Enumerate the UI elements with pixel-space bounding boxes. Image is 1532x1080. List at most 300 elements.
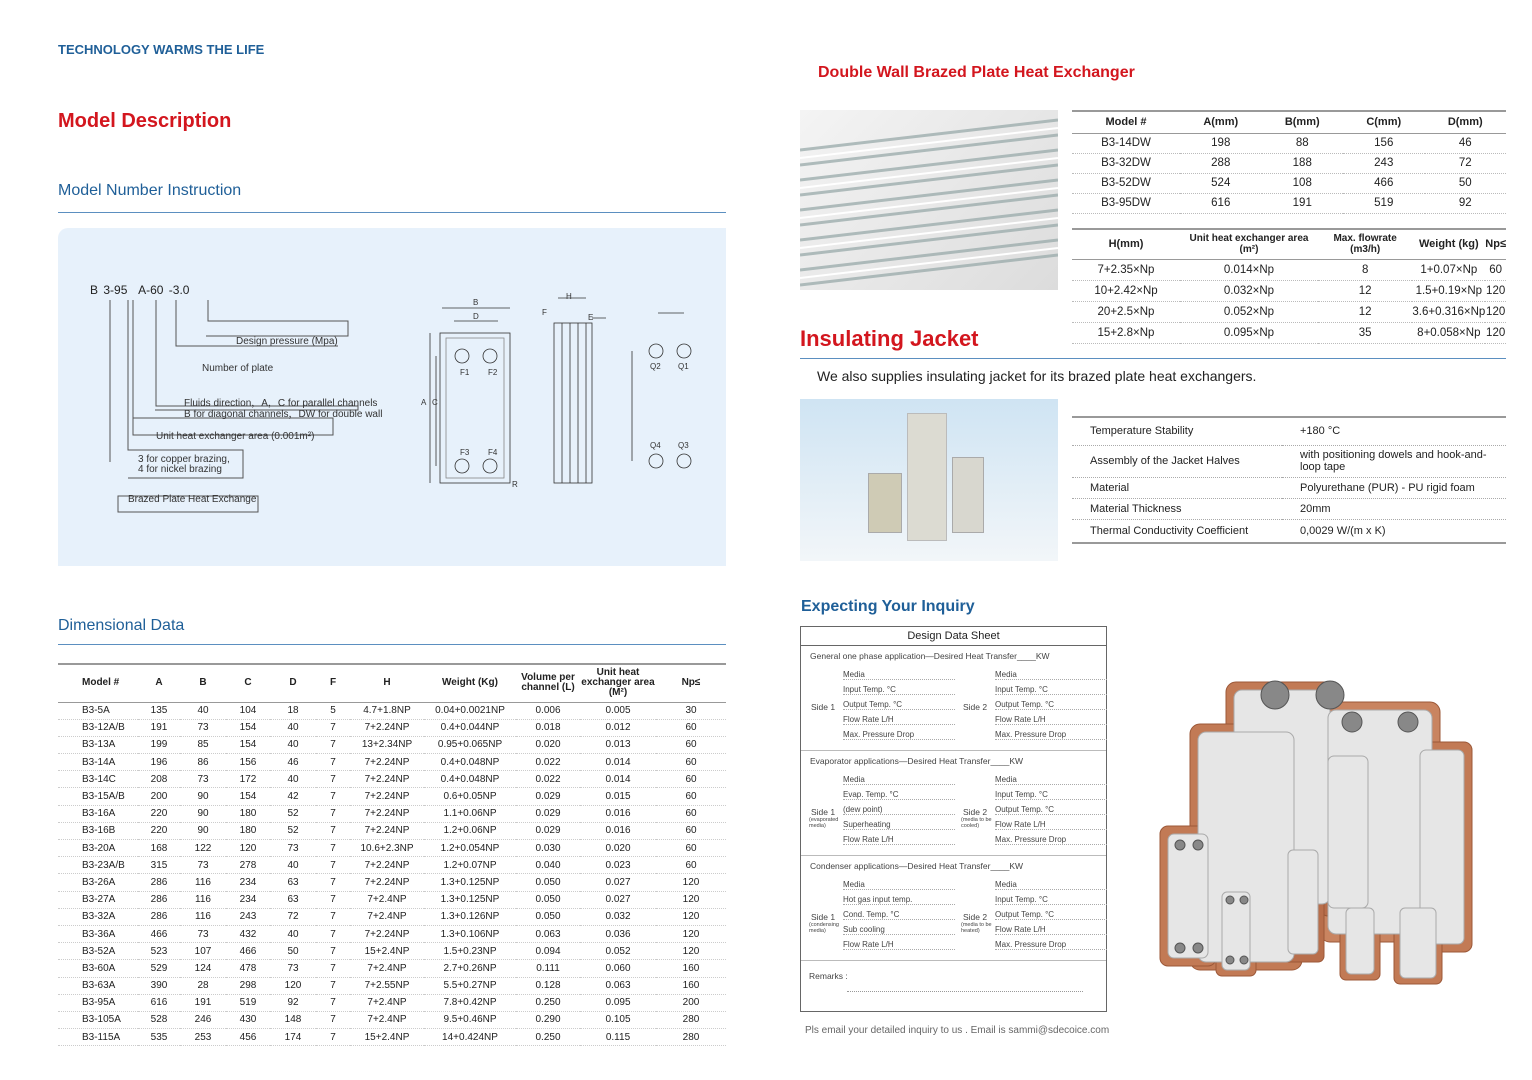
field-label: Media	[995, 880, 1107, 890]
side-label: Side 2	[963, 702, 988, 712]
table-cell: B3-13A	[58, 736, 138, 753]
label-fluids-1: Fluids direction，A，C for parallel channels	[184, 398, 378, 409]
table-row	[58, 960, 726, 977]
table-cell: 15+2.8×Np	[1072, 322, 1180, 343]
double-wall-title: Double Wall Brazed Plate Heat Exchanger	[818, 64, 1135, 81]
property-value: Polyurethane (PUR) - PU rigid foam	[1282, 477, 1506, 498]
table-cell: 92	[1425, 193, 1507, 213]
table-cell: 180	[226, 822, 270, 839]
table-cell: 60	[656, 805, 726, 822]
table-cell: 60	[656, 840, 726, 857]
table-cell: 9.5+0.46NP	[424, 1011, 516, 1028]
table-cell: 63	[270, 891, 316, 908]
insulating-intro: We also supplies insulating jacket for its brazed plate heat exchangers.	[817, 368, 1257, 384]
table-row	[1072, 519, 1506, 543]
table-cell: 7	[316, 771, 350, 788]
table-cell: 7+2.4NP	[350, 891, 424, 908]
table-row	[58, 1011, 726, 1028]
table-cell: 523	[138, 943, 180, 960]
table-cell: 7.8+0.42NP	[424, 994, 516, 1011]
field-label: Flow Rate L/H	[995, 820, 1107, 830]
table-cell: 120	[656, 925, 726, 942]
table-cell: 280	[656, 1029, 726, 1046]
table-cell: B3-14C	[58, 771, 138, 788]
table-cell: 156	[1343, 133, 1425, 153]
table-cell: 73	[270, 960, 316, 977]
property-name: Material Thickness	[1072, 498, 1282, 519]
table-cell: 7+2.35×Np	[1072, 259, 1180, 280]
section-heading: General one phase application—Desired Heat Transfer____KW	[810, 651, 1050, 661]
table-row	[58, 805, 726, 822]
table-cell: 60	[656, 754, 726, 771]
table-cell: 52	[270, 822, 316, 839]
table-cell: 0.005	[580, 702, 656, 719]
col-header: C	[226, 664, 270, 702]
col-header: Model #	[1072, 111, 1180, 133]
table-cell: 15+2.4NP	[350, 943, 424, 960]
table-cell: 4.7+1.8NP	[350, 702, 424, 719]
table-row	[58, 822, 726, 839]
table-cell: 0.006	[516, 702, 580, 719]
table-cell: 60	[656, 822, 726, 839]
table-cell: 0.050	[516, 891, 580, 908]
table-cell: 0.050	[516, 874, 580, 891]
table-cell: 174	[270, 1029, 316, 1046]
dim-label-q1: Q1	[678, 362, 689, 371]
table-cell: 0.013	[580, 736, 656, 753]
col-header: Weight (kg)	[1412, 229, 1485, 259]
table-row	[58, 719, 726, 736]
table-cell: 0.111	[516, 960, 580, 977]
col-header: H(mm)	[1072, 229, 1180, 259]
table-cell: 315	[138, 857, 180, 874]
table-cell: B3-5A	[58, 702, 138, 719]
table-cell: 1.3+0.126NP	[424, 908, 516, 925]
col-header: F	[316, 664, 350, 702]
insulating-jacket-table	[1072, 416, 1506, 544]
table-cell: 0.063	[580, 977, 656, 994]
field-label: Media	[995, 670, 1107, 680]
section-rule	[58, 212, 726, 213]
table-cell: 10+2.42×Np	[1072, 280, 1180, 301]
table-cell: 40	[270, 736, 316, 753]
table-cell: B3-14A	[58, 754, 138, 771]
table-row	[1072, 173, 1506, 193]
table-cell: 46	[1425, 133, 1507, 153]
table-cell: 72	[270, 908, 316, 925]
table-cell: 120	[1485, 322, 1506, 343]
table-cell: 1.2+0.07NP	[424, 857, 516, 874]
table-cell: 60	[656, 736, 726, 753]
table-cell: 0.016	[580, 805, 656, 822]
table-cell: B3-105A	[58, 1011, 138, 1028]
table-cell: 3.6+0.316×Np	[1412, 301, 1485, 322]
table-cell: 42	[270, 788, 316, 805]
table-cell: 10.6+2.3NP	[350, 840, 424, 857]
dim-label-e: E	[588, 313, 594, 322]
col-header: B	[180, 664, 226, 702]
table-row	[1072, 445, 1506, 477]
table-cell: 478	[226, 960, 270, 977]
table-cell: 7+2.24NP	[350, 822, 424, 839]
table-cell: 5.5+0.27NP	[424, 977, 516, 994]
table-cell: 160	[656, 960, 726, 977]
table-cell: 7	[316, 840, 350, 857]
table-cell: 0.029	[516, 822, 580, 839]
table-cell: 7	[316, 960, 350, 977]
table-cell: 40	[270, 925, 316, 942]
table-cell: B3-16A	[58, 805, 138, 822]
table-cell: 52	[270, 805, 316, 822]
table-cell: 1.3+0.106NP	[424, 925, 516, 942]
table-cell: B3-26A	[58, 874, 138, 891]
table-cell: 107	[180, 943, 226, 960]
table-row	[58, 702, 726, 719]
property-name: Temperature Stability	[1072, 417, 1282, 445]
table-row	[1072, 280, 1506, 301]
table-cell: 519	[1343, 193, 1425, 213]
table-cell: 40	[270, 857, 316, 874]
table-row	[1072, 301, 1506, 322]
table-cell: 1.5+0.23NP	[424, 943, 516, 960]
inquiry-title: Expecting Your Inquiry	[801, 598, 975, 615]
table-cell: 529	[138, 960, 180, 977]
table-row	[58, 788, 726, 805]
col-header: A	[138, 664, 180, 702]
table-cell: 7	[316, 754, 350, 771]
col-header: B(mm)	[1262, 111, 1344, 133]
field-label: Output Temp. °C	[995, 805, 1107, 815]
table-cell: 0.030	[516, 840, 580, 857]
table-cell: 0.027	[580, 891, 656, 908]
table-cell: 5	[316, 702, 350, 719]
table-cell: 234	[226, 891, 270, 908]
table-row	[1072, 417, 1506, 445]
table-cell: 7	[316, 874, 350, 891]
table-cell: 73	[180, 925, 226, 942]
table-row	[58, 736, 726, 753]
label-area: Unit heat exchanger area (0.001m²)	[156, 431, 315, 442]
double-wall-plate-photo	[800, 110, 1058, 290]
table-cell: B3-32DW	[1072, 153, 1180, 173]
table-cell: 50	[1425, 173, 1507, 193]
table-cell: 0.4+0.044NP	[424, 719, 516, 736]
field-label: Output Temp. °C	[995, 910, 1107, 920]
table-cell: 154	[226, 788, 270, 805]
property-value: with positioning dowels and hook-and-loop tape	[1282, 445, 1506, 477]
table-cell: 0.036	[580, 925, 656, 942]
dim-label-f4: F4	[488, 448, 498, 457]
table-cell: 0.6+0.05NP	[424, 788, 516, 805]
table-cell: 7	[316, 1011, 350, 1028]
table-cell: 35	[1318, 322, 1412, 343]
table-cell: 1.1+0.06NP	[424, 805, 516, 822]
table-cell: 191	[138, 719, 180, 736]
table-cell: 63	[270, 874, 316, 891]
table-cell: 116	[180, 908, 226, 925]
table-cell: 432	[226, 925, 270, 942]
table-cell: 7	[316, 994, 350, 1011]
table-cell: 7+2.24NP	[350, 925, 424, 942]
design-sheet-section	[801, 646, 1106, 751]
plate-stack-image	[800, 110, 1058, 290]
insulating-jacket-photo	[800, 399, 1058, 561]
table-cell: 0.4+0.048NP	[424, 754, 516, 771]
table-cell: 60	[656, 719, 726, 736]
table-cell: B3-36A	[58, 925, 138, 942]
table-row	[58, 891, 726, 908]
property-value: 0,0029 W/(m x K)	[1282, 519, 1506, 543]
table-cell: 0.115	[580, 1029, 656, 1046]
table-cell: 7+2.55NP	[350, 977, 424, 994]
table-cell: 168	[138, 840, 180, 857]
table-cell: 116	[180, 874, 226, 891]
table-cell: 7+2.24NP	[350, 857, 424, 874]
table-cell: 60	[656, 857, 726, 874]
sheet-title: Design Data Sheet	[801, 627, 1106, 646]
table-cell: 0.052×Np	[1180, 301, 1318, 322]
label-design-pressure: Design pressure (Mpa)	[236, 336, 338, 347]
table-cell: 7	[316, 805, 350, 822]
table-cell: 88	[1262, 133, 1344, 153]
field-label: Input Temp. °C	[995, 685, 1107, 695]
section-rule	[58, 644, 726, 645]
dimensional-data-table	[58, 663, 726, 1046]
table-cell: 0.095	[580, 994, 656, 1011]
table-cell: 7	[316, 943, 350, 960]
col-header: Unit heat exchanger area (M²)	[580, 664, 656, 702]
dimensional-data-title: Dimensional Data	[58, 617, 185, 634]
table-cell: 1+0.07×Np	[1412, 259, 1485, 280]
col-header: Volume per channel (L)	[516, 664, 580, 702]
remarks-label: Remarks :	[809, 971, 848, 981]
table-cell: 73	[180, 771, 226, 788]
table-cell: 7	[316, 925, 350, 942]
table-cell: 466	[1343, 173, 1425, 193]
bphe-product-photo	[1150, 650, 1490, 1000]
side-label: Side 1	[811, 702, 836, 712]
table-cell: 104	[226, 702, 270, 719]
table-cell: 90	[180, 788, 226, 805]
table-cell: 7	[316, 719, 350, 736]
table-row	[58, 771, 726, 788]
table-cell: 60	[656, 771, 726, 788]
table-cell: 286	[138, 874, 180, 891]
model-code-tree-lines	[58, 228, 726, 566]
table-cell: 90	[180, 822, 226, 839]
table-cell: 0.020	[516, 736, 580, 753]
table-cell: 456	[226, 1029, 270, 1046]
label-brazing-2: 4 for nickel brazing	[138, 464, 222, 475]
table-row	[1072, 193, 1506, 213]
table-cell: 60	[656, 788, 726, 805]
table-cell: 1.2+0.054NP	[424, 840, 516, 857]
field-label: Max. Pressure Drop	[995, 940, 1107, 950]
table-cell: 7	[316, 1029, 350, 1046]
table-cell: B3-32A	[58, 908, 138, 925]
table-cell: 246	[180, 1011, 226, 1028]
col-header: Max. flowrate (m3/h)	[1318, 229, 1412, 259]
table-cell: 7	[316, 788, 350, 805]
table-cell: 200	[138, 788, 180, 805]
email-line: Pls email your detailed inquiry to us . Email is sammi@sdecoice.com	[805, 1025, 1110, 1036]
table-cell: 60	[1485, 259, 1506, 280]
table-cell: 154	[226, 736, 270, 753]
tagline: TECHNOLOGY WARMS THE LIFE	[58, 42, 265, 57]
dim-label-a: A	[421, 398, 427, 407]
col-header: Unit heat exchanger area (m²)	[1180, 229, 1318, 259]
table-cell: 7+2.4NP	[350, 1011, 424, 1028]
table-cell: 0.023	[580, 857, 656, 874]
label-number-of-plate: Number of plate	[202, 363, 274, 374]
table-cell: 253	[180, 1029, 226, 1046]
table-header-row	[1072, 229, 1506, 259]
col-header: Model #	[58, 664, 138, 702]
table-cell: 0.290	[516, 1011, 580, 1028]
table-cell: 0.027	[580, 874, 656, 891]
table-cell: 234	[226, 874, 270, 891]
table-row	[58, 857, 726, 874]
property-name: Thermal Conductivity Coefficient	[1072, 519, 1282, 543]
table-cell: B3-15A/B	[58, 788, 138, 805]
table-cell: 466	[226, 943, 270, 960]
col-header: H	[350, 664, 424, 702]
table-cell: 72	[1425, 153, 1507, 173]
table-cell: 191	[180, 994, 226, 1011]
table-cell: 50	[270, 943, 316, 960]
model-description-title: Model Description	[58, 110, 232, 132]
table-row	[58, 908, 726, 925]
table-cell: 7+2.4NP	[350, 960, 424, 977]
table-cell: 0.250	[516, 994, 580, 1011]
dim-label-h: H	[566, 292, 572, 301]
table-cell: B3-16B	[58, 822, 138, 839]
col-header: A(mm)	[1180, 111, 1262, 133]
field-label: Cond. Temp. °C	[843, 910, 955, 920]
table-cell: B3-12A/B	[58, 719, 138, 736]
table-cell: 1.3+0.125NP	[424, 891, 516, 908]
table-cell: 90	[180, 805, 226, 822]
table-cell: 40	[180, 702, 226, 719]
table-cell: 0.094	[516, 943, 580, 960]
table-cell: 120	[656, 908, 726, 925]
design-data-sheet	[800, 626, 1107, 1012]
table-cell: 0.022	[516, 754, 580, 771]
table-cell: 86	[180, 754, 226, 771]
table-cell: 120	[656, 891, 726, 908]
table-cell: 0.04+0.0021NP	[424, 702, 516, 719]
field-label: Hot gas input temp.	[843, 895, 955, 905]
table-cell: 1.3+0.125NP	[424, 874, 516, 891]
table-cell: 120	[226, 840, 270, 857]
table-cell: 0.029	[516, 805, 580, 822]
table-cell: 148	[270, 1011, 316, 1028]
table-cell: 0.016	[580, 822, 656, 839]
table-cell: 13+2.34NP	[350, 736, 424, 753]
table-cell: B3-60A	[58, 960, 138, 977]
table-cell: B3-14DW	[1072, 133, 1180, 153]
col-header: Np≤	[1485, 229, 1506, 259]
table-cell: 7	[316, 891, 350, 908]
dim-label-q2: Q2	[650, 362, 661, 371]
table-cell: B3-20A	[58, 840, 138, 857]
table-cell: 298	[226, 977, 270, 994]
table-cell: 0.063	[516, 925, 580, 942]
table-cell: 108	[1262, 173, 1344, 193]
side-label: Side 2	[963, 807, 988, 817]
table-cell: 120	[270, 977, 316, 994]
table-cell: 172	[226, 771, 270, 788]
table-cell: 20+2.5×Np	[1072, 301, 1180, 322]
table-cell: 0.052	[580, 943, 656, 960]
double-wall-performance-table	[1072, 228, 1506, 344]
property-value: 20mm	[1282, 498, 1506, 519]
model-number-instruction-title: Model Number Instruction	[58, 182, 242, 199]
table-cell: B3-52A	[58, 943, 138, 960]
table-cell: 0.95+0.065NP	[424, 736, 516, 753]
table-cell: 40	[270, 719, 316, 736]
table-row	[1072, 259, 1506, 280]
table-header-row	[58, 664, 726, 702]
remarks-line[interactable]	[847, 991, 1083, 992]
table-cell: 288	[1180, 153, 1262, 173]
table-cell: 116	[180, 891, 226, 908]
table-cell: 12	[1318, 280, 1412, 301]
jacket-medium	[952, 457, 984, 533]
field-label: Flow Rate L/H	[995, 925, 1107, 935]
side-sublabel: (media to be heated)	[961, 922, 992, 934]
dim-label-f: F	[542, 308, 547, 317]
table-cell: 191	[1262, 193, 1344, 213]
table-cell: 519	[226, 994, 270, 1011]
dim-label-f3: F3	[460, 448, 470, 457]
col-header: C(mm)	[1343, 111, 1425, 133]
table-cell: 208	[138, 771, 180, 788]
table-cell: 390	[138, 977, 180, 994]
property-value: +180 °C	[1282, 417, 1506, 445]
field-label: Max. Pressure Drop	[995, 730, 1107, 740]
table-cell: 154	[226, 719, 270, 736]
table-cell: 616	[1180, 193, 1262, 213]
side-label: Side 1	[811, 807, 836, 817]
table-cell: B3-63A	[58, 977, 138, 994]
table-cell: 73	[180, 719, 226, 736]
table-cell: 278	[226, 857, 270, 874]
table-cell: 280	[656, 1011, 726, 1028]
table-row	[58, 994, 726, 1011]
field-label: Superheating	[843, 820, 955, 830]
table-cell: 7	[316, 908, 350, 925]
table-cell: 7	[316, 857, 350, 874]
side-sublabel: (evaporated media)	[809, 817, 839, 829]
field-label: Evap. Temp. °C	[843, 790, 955, 800]
table-cell: 12	[1318, 301, 1412, 322]
table-cell: 120	[656, 874, 726, 891]
jacket-large	[907, 413, 947, 541]
table-cell: 28	[180, 977, 226, 994]
table-cell: 0.014	[580, 771, 656, 788]
model-number-diagram-panel	[58, 228, 726, 566]
double-wall-dimensions-table	[1072, 110, 1506, 214]
table-cell: 466	[138, 925, 180, 942]
table-cell: 199	[138, 736, 180, 753]
table-cell: 0.018	[516, 719, 580, 736]
insulating-jacket-title: Insulating Jacket	[800, 326, 979, 351]
field-label: (dew point)	[843, 805, 955, 815]
table-cell: 7+2.24NP	[350, 719, 424, 736]
table-cell: 0.050	[516, 908, 580, 925]
table-cell: 7+2.24NP	[350, 754, 424, 771]
